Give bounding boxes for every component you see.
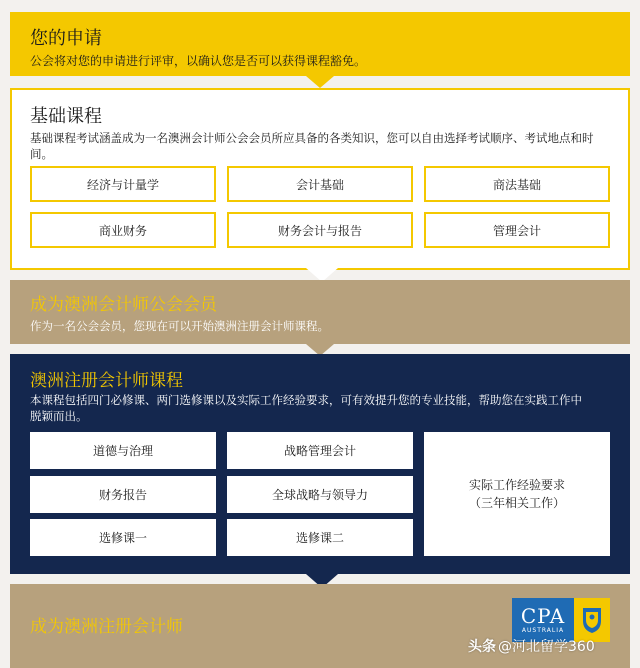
- module-box: 财务报告: [30, 476, 216, 513]
- arrow-down-icon: [306, 76, 334, 88]
- course-box: 商法基础: [424, 166, 610, 202]
- application-title: 您的申请: [30, 28, 102, 49]
- member-title: 成为澳洲会计师公会会员: [30, 295, 217, 315]
- watermark-source: 头条: [468, 639, 496, 655]
- module-box: 选修课一: [30, 519, 216, 556]
- program-title: 澳洲注册会计师课程: [30, 371, 183, 391]
- course-box: 会计基础: [227, 166, 413, 202]
- watermark-handle: @河北留学360: [498, 639, 595, 655]
- foundation-title: 基础课程: [30, 106, 102, 127]
- experience-line-1: 实际工作经验要求: [468, 478, 565, 492]
- section-cpa-program: [10, 354, 630, 574]
- work-experience-box: [424, 432, 610, 556]
- member-description: 作为一名公会会员，您现在可以开始澳洲注册会计师课程。: [30, 319, 329, 333]
- watermark: [468, 636, 595, 656]
- course-box: 商业财务: [30, 212, 216, 248]
- course-box: 经济与计量学: [30, 166, 216, 202]
- module-box: 战略管理会计: [227, 432, 413, 469]
- experience-line-2: （三年相关工作）: [468, 496, 565, 510]
- section-become-member: [10, 280, 630, 344]
- section-foundation-courses: [10, 88, 630, 270]
- logo-subtext: AUSTRALIA: [521, 627, 565, 634]
- application-description: 公会将对您的申请进行评审，以确认您是否可以获得课程豁免。: [30, 54, 367, 68]
- course-box: 财务会计与报告: [227, 212, 413, 248]
- module-box: 道德与治理: [30, 432, 216, 469]
- course-box: 管理会计: [424, 212, 610, 248]
- foundation-description: 基础课程考试涵盖成为一名澳洲会计师公会会员所应具备的各类知识，您可以自由选择考试顺序、考试地点和时间。: [30, 131, 594, 161]
- section-your-application: [10, 12, 630, 76]
- module-box: 全球战略与领导力: [227, 476, 413, 513]
- cpa-title: 成为澳洲注册会计师: [30, 617, 183, 637]
- module-box: 选修课二: [227, 519, 413, 556]
- logo-text: CPA: [520, 604, 566, 628]
- program-description: 本课程包括四门必修课、两门选修课以及实际工作经验要求，可有效提升您的专业技能，帮助您在实践工作中脱颖而出。: [30, 393, 582, 423]
